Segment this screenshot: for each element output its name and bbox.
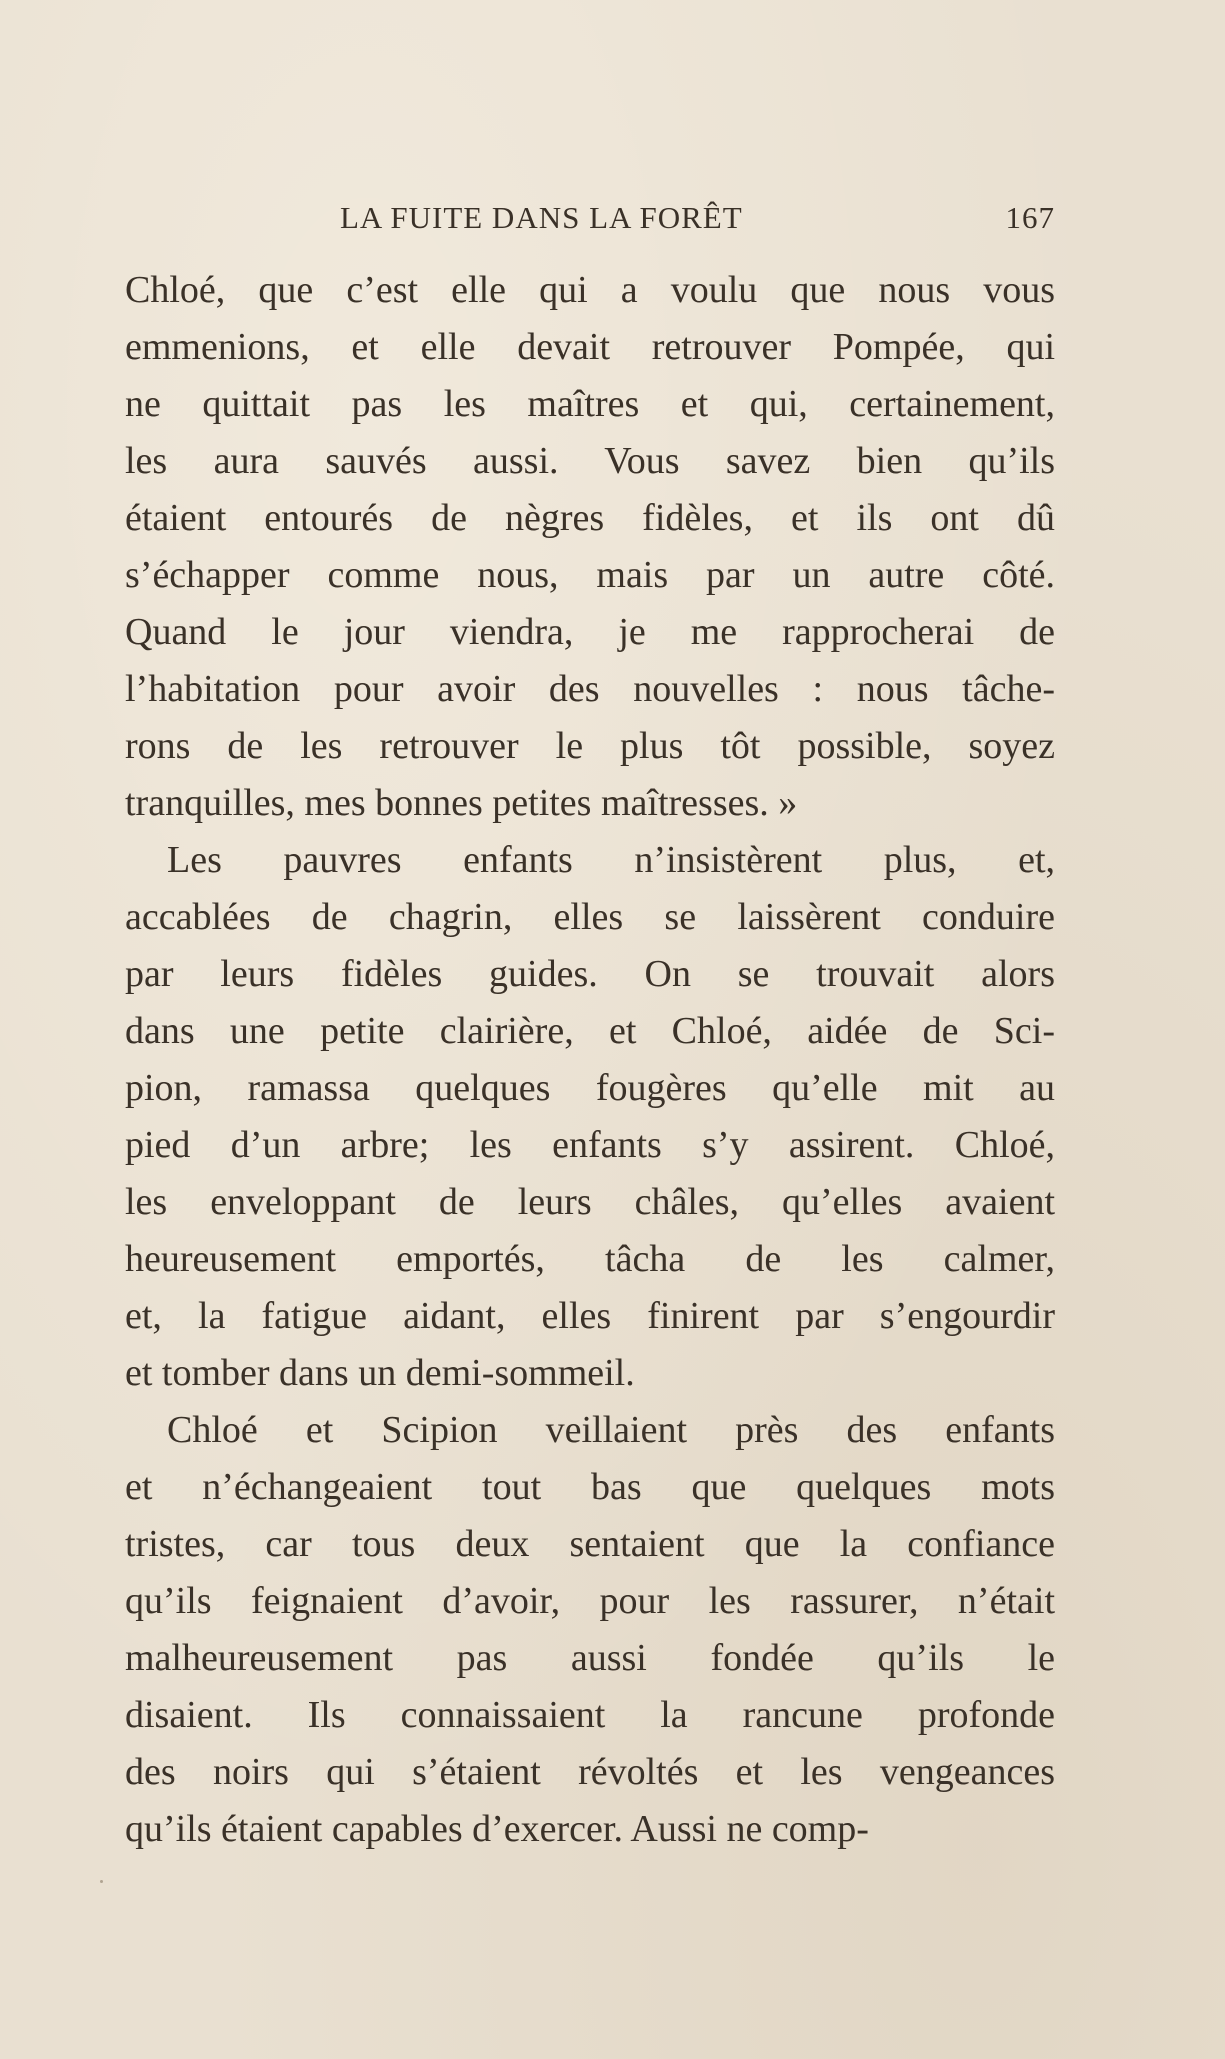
- text-line: heureusement emportés, tâcha de les calmer,: [125, 1238, 1055, 1280]
- text-line: les enveloppant de leurs châles, qu’elles avaient: [125, 1181, 1055, 1223]
- text-line: l’habitation pour avoir des nouvelles : nous tâche-: [125, 668, 1055, 710]
- text-line: qu’ils feignaient d’avoir, pour les rassurer, n’était: [125, 1580, 1055, 1622]
- text-line: pied d’un arbre; les enfants s’y assirent. Chloé,: [125, 1124, 1055, 1166]
- text-line: par leurs fidèles guides. On se trouvait alors: [125, 953, 1055, 995]
- text-line: Quand le jour viendra, je me rapprocherai de: [125, 611, 1055, 653]
- text-line: qu’ils étaient capables d’exercer. Aussi ne comp-: [125, 1808, 869, 1850]
- paragraph: [125, 262, 1055, 832]
- text-line: accablées de chagrin, elles se laissèrent conduire: [125, 896, 1055, 938]
- text-line: Les pauvres enfants n’insistèrent plus, et,: [167, 839, 1055, 881]
- text-line: des noirs qui s’étaient révoltés et les vengeances: [125, 1751, 1055, 1793]
- page-number: 167: [1005, 200, 1055, 235]
- text-line: étaient entourés de nègres fidèles, et ils ont dû: [125, 497, 1055, 539]
- body-text: [125, 262, 1055, 1858]
- text-line: tristes, car tous deux sentaient que la confiance: [125, 1523, 1055, 1565]
- text-line: et tomber dans un demi-sommeil.: [125, 1352, 635, 1394]
- text-line: les aura sauvés aussi. Vous savez bien qu’ils: [125, 440, 1055, 482]
- text-line: Chloé et Scipion veillaient près des enfants: [167, 1409, 1055, 1451]
- running-head: [125, 200, 1055, 248]
- text-line: pion, ramassa quelques fougères qu’elle mit au: [125, 1067, 1055, 1109]
- text-line: tranquilles, mes bonnes petites maîtresses. »: [125, 782, 798, 824]
- paragraph: [125, 1402, 1055, 1858]
- text-line: rons de les retrouver le plus tôt possible, soyez: [125, 725, 1055, 767]
- text-line: et n’échangeaient tout bas que quelques mots: [125, 1466, 1055, 1508]
- text-line: emmenions, et elle devait retrouver Pompée, qui: [125, 326, 1055, 368]
- chapter-title: LA FUITE DANS LA FORÊT: [340, 200, 743, 235]
- text-line: disaient. Ils connaissaient la rancune profonde: [125, 1694, 1055, 1736]
- paragraph: [125, 832, 1055, 1402]
- text-line: Chloé, que c’est elle qui a voulu que nous vous: [125, 269, 1055, 311]
- text-line: et, la fatigue aidant, elles finirent par s’engourdir: [125, 1295, 1055, 1337]
- text-line: malheureusement pas aussi fondée qu’ils le: [125, 1637, 1055, 1679]
- text-line: s’échapper comme nous, mais par un autre côté.: [125, 554, 1055, 596]
- paper-speck: [100, 1880, 103, 1883]
- text-line: ne quittait pas les maîtres et qui, certainement,: [125, 383, 1055, 425]
- text-line: dans une petite clairière, et Chloé, aidée de Sci-: [125, 1010, 1055, 1052]
